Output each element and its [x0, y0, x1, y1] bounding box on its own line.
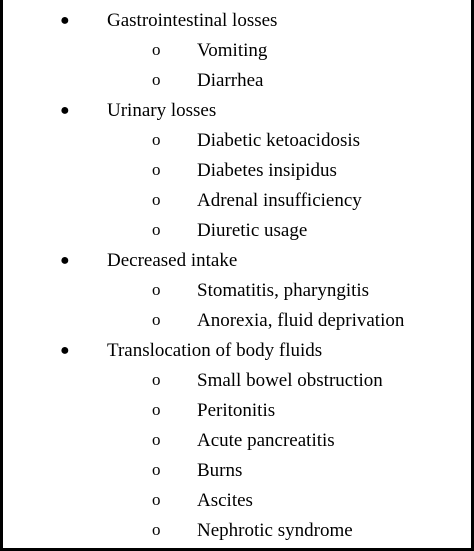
category-label: Decreased intake: [107, 250, 238, 271]
list-item: [3, 276, 471, 306]
circle-bullet-icon: o: [152, 310, 161, 329]
cause-label: Diarrhea: [197, 70, 264, 91]
circle-bullet-icon: o: [152, 130, 161, 149]
list-item: [3, 456, 471, 486]
circle-bullet-icon: o: [152, 40, 161, 59]
circle-bullet-icon: o: [152, 490, 161, 509]
circle-bullet-icon: o: [152, 520, 161, 539]
circle-bullet-icon: o: [152, 430, 161, 449]
cause-label: Ascites: [197, 490, 253, 511]
list-item: [3, 486, 471, 516]
category-label: Gastrointestinal losses: [107, 10, 278, 31]
cause-list: [3, 6, 471, 546]
category-label: Urinary losses: [107, 100, 217, 121]
cause-label: Acute pancreatitis: [197, 430, 335, 451]
circle-bullet-icon: o: [152, 370, 161, 389]
list-item: [3, 186, 471, 216]
list-item: [3, 396, 471, 426]
circle-bullet-icon: o: [152, 280, 161, 299]
category-label: Translocation of body fluids: [107, 340, 323, 361]
cause-label: Adrenal insufficiency: [197, 190, 362, 211]
circle-bullet-icon: o: [152, 160, 161, 179]
cause-label: Diuretic usage: [197, 220, 308, 241]
list-item: [3, 426, 471, 456]
circle-bullet-icon: o: [152, 70, 161, 89]
cause-label: Stomatitis, pharyngitis: [197, 280, 370, 301]
circle-bullet-icon: o: [152, 220, 161, 239]
cause-label: Peritonitis: [197, 400, 276, 421]
list-item: [3, 516, 471, 546]
list-item: [3, 366, 471, 396]
cause-label: Diabetic ketoacidosis: [197, 130, 361, 151]
list-item: [3, 96, 471, 126]
list-item: [3, 6, 471, 36]
list-item: [3, 156, 471, 186]
bullet-icon: ●: [60, 12, 70, 29]
bullet-icon: ●: [60, 252, 70, 269]
bullet-icon: ●: [60, 342, 70, 359]
list-item: [3, 126, 471, 156]
list-item: [3, 306, 471, 336]
list-item: [3, 246, 471, 276]
cause-label: Burns: [197, 460, 243, 481]
cause-label: Diabetes insipidus: [197, 160, 337, 181]
circle-bullet-icon: o: [152, 400, 161, 419]
bullet-icon: ●: [60, 102, 70, 119]
cause-label: Vomiting: [197, 40, 268, 61]
list-item: [3, 216, 471, 246]
circle-bullet-icon: o: [152, 460, 161, 479]
cause-label: Small bowel obstruction: [197, 370, 383, 391]
list-item: [3, 36, 471, 66]
list-item: [3, 336, 471, 366]
list-item: [3, 66, 471, 96]
cause-label: Anorexia, fluid deprivation: [197, 310, 405, 331]
circle-bullet-icon: o: [152, 190, 161, 209]
cause-label: Nephrotic syndrome: [197, 520, 353, 541]
